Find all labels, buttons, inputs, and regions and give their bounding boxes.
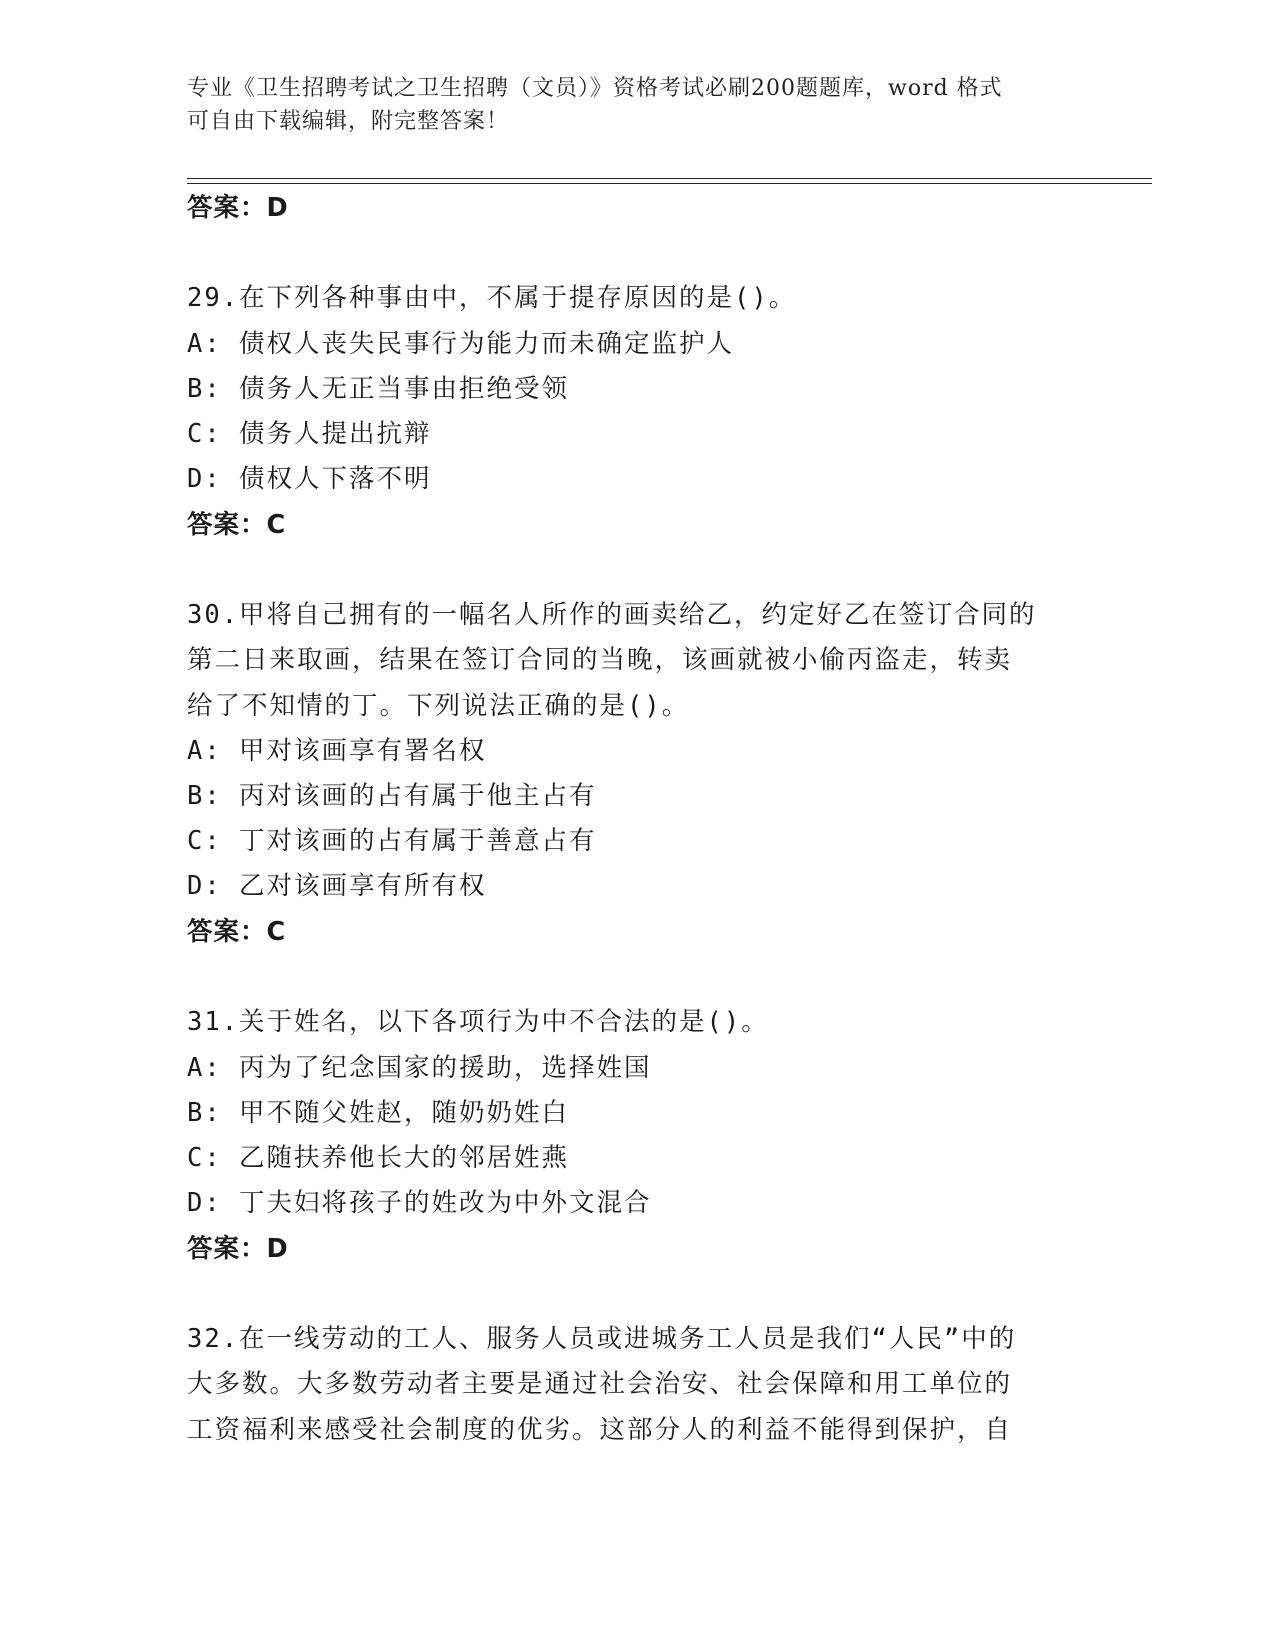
answer-previous: 答案：D: [187, 193, 289, 223]
header-rule-top: [187, 178, 1152, 179]
option-d: D: 乙对该画享有所有权: [187, 871, 487, 901]
question-stem: [187, 276, 1077, 322]
question-stem: [187, 1317, 1077, 1454]
option-b: B: 丙对该画的占有属于他主占有: [187, 781, 597, 811]
document-header: [187, 72, 1067, 138]
option-a: A: 甲对该画享有署名权: [187, 736, 487, 766]
option-d: D: 债权人下落不明: [187, 463, 432, 494]
answer: 答案：D: [187, 1233, 289, 1264]
header-line-2: 可自由下载编辑，附完整答案！: [187, 109, 510, 134]
option-c: C: 丁对该画的占有属于善意占有: [187, 826, 597, 856]
question-stem: [187, 1000, 1077, 1046]
stem-line: 大多数。大多数劳动者主要是通过社会治安、社会保障和用工单位的: [187, 1369, 1013, 1399]
stem-line: 给了不知情的丁。下列说法正确的是()。: [187, 690, 690, 721]
question-31: [187, 1000, 1087, 1272]
option-a: A: 债权人丧失民事行为能力而未确定监护人: [187, 328, 735, 359]
question-stem: [187, 593, 1077, 730]
stem-line: 32.在一线劳动的工人、服务人员或进城务工人员是我们“人民”中的: [187, 1323, 1017, 1354]
question-29: [187, 276, 1087, 548]
option-b: B: 甲不随父姓赵，随奶奶姓白: [187, 1097, 570, 1128]
answer: 答案：C: [187, 917, 287, 947]
stem-line: 30.甲将自己拥有的一幅名人所作的画卖给乙，约定好乙在签订合同的: [187, 599, 1037, 630]
header-rule-bottom: [187, 183, 1152, 184]
option-b: B: 债务人无正当事由拒绝受领: [187, 373, 570, 404]
stem-line: 29.在下列各种事由中，不属于提存原因的是()。: [187, 283, 797, 313]
stem-line: 工资福利来感受社会制度的优劣。这部分人的利益不能得到保护，自: [187, 1414, 1013, 1445]
question-32: [187, 1317, 1087, 1454]
answer: 答案：C: [187, 509, 287, 540]
question-content: [187, 185, 1087, 1453]
stem-line: 31.关于姓名，以下各项行为中不合法的是()。: [187, 1007, 769, 1037]
header-line-1: 专业《卫生招聘考试之卫生招聘（文员）》资格考试必刷200题题库，word 格式: [187, 76, 1003, 101]
option-d: D: 丁夫妇将孩子的姓改为中外文混合: [187, 1187, 652, 1218]
question-30: [187, 593, 1087, 956]
option-c: C: 债务人提出抗辩: [187, 418, 432, 449]
option-a: A: 丙为了纪念国家的援助，选择姓国: [187, 1052, 652, 1083]
stem-line: 第二日来取画，结果在签订合同的当晚，该画就被小偷丙盗走，转卖: [187, 645, 1013, 675]
option-c: C: 乙随扶养他长大的邻居姓燕: [187, 1142, 570, 1173]
